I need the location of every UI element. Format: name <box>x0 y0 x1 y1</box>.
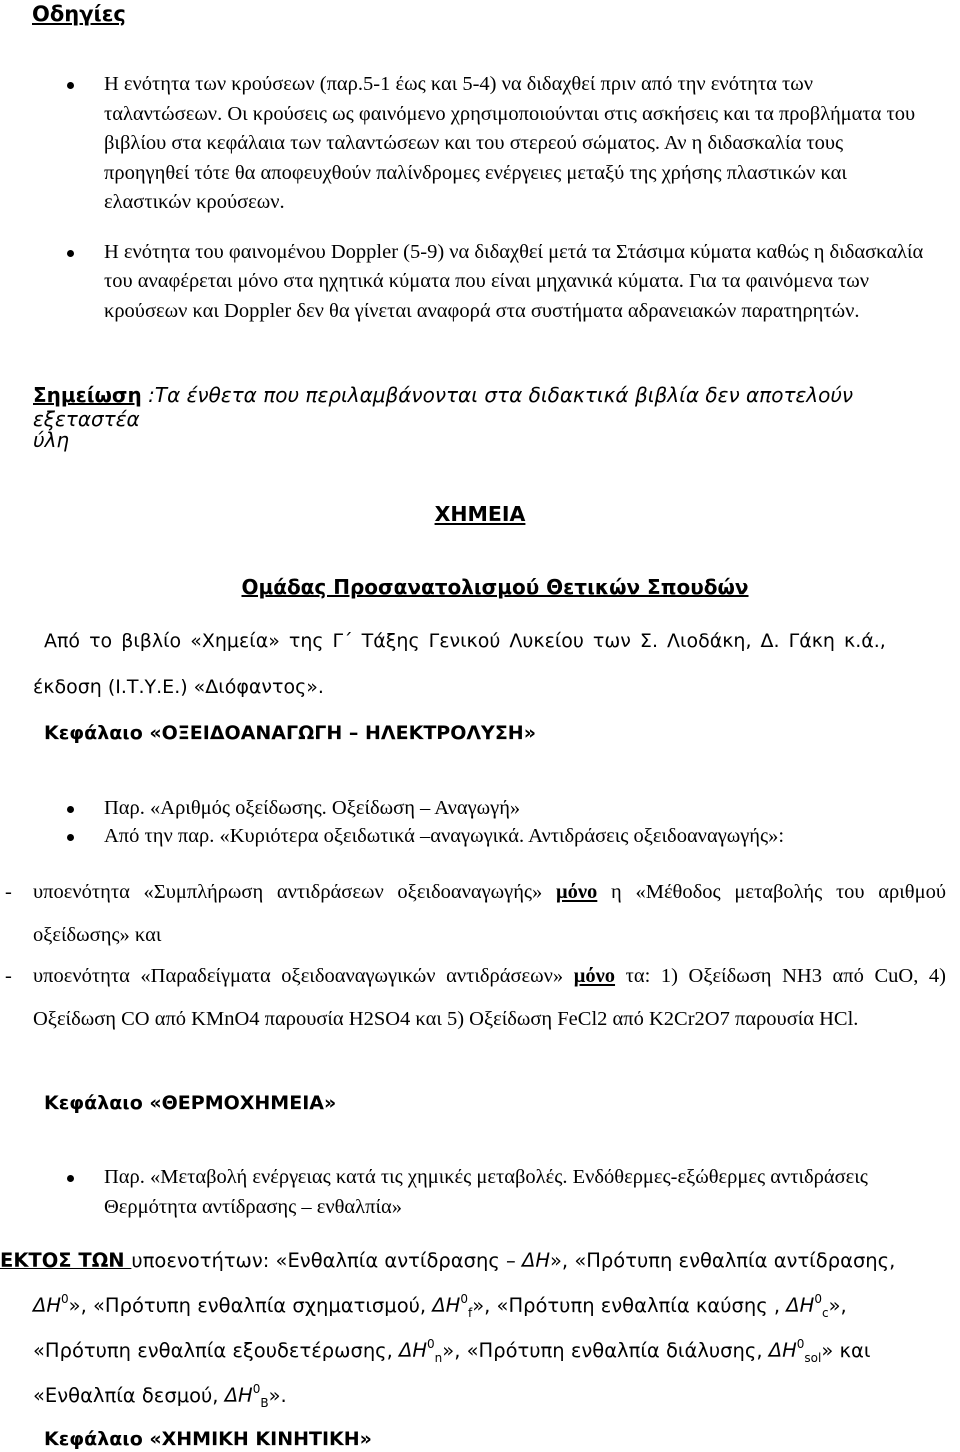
except-line-2 <box>33 1291 953 1320</box>
note-text: :Τα ένθετα που περιλαμβάνονται στα διδακτικά βιβλία δεν αποτελούν εξεταστέα <box>33 383 854 431</box>
book-reference: Από το βιβλίο «Χημεία» της Γ΄ Τάξης Γενικού Λυκείου των Σ. Λιοδάκη, Δ. Γάκη κ.ά., <box>44 630 886 652</box>
para-text: «Πρότυπη ενθαλπία εξουδετέρωσης, <box>33 1339 400 1362</box>
delta-h-symbol: ΔΗ <box>786 1294 815 1317</box>
redox-bullets <box>0 797 960 848</box>
note-text-continued: ύλη <box>33 428 70 452</box>
delta-h-symbol: ΔΗ <box>432 1294 461 1317</box>
subscript: n <box>434 1350 443 1365</box>
subscript: c <box>821 1305 829 1320</box>
para-text: ». <box>268 1384 287 1407</box>
except-line-4 <box>33 1381 953 1410</box>
delta-h-symbol: ΔΗ <box>224 1384 253 1407</box>
dash-text: υποενότητα «Παραδείγματα οξειδοαναγωγικών αντιδράσεων» <box>33 965 574 987</box>
except-line-1 <box>0 1249 960 1272</box>
dash-text: η «Μέθοδος μεταβολής του αριθμού οξείδωσης» και <box>33 881 946 946</box>
superscript-zero: 0 <box>252 1381 261 1396</box>
para-text: », «Πρότυπη ενθαλπία αντίδρασης, <box>550 1249 896 1272</box>
chapter-title-thermochemistry: Κεφάλαιο «ΘΕΡΜΟΧΗΜΕΙΑ» <box>44 1092 337 1114</box>
instructions-list <box>0 70 960 326</box>
delta-h-symbol: ΔΗ <box>768 1339 797 1362</box>
delta-h-symbol: ΔΗ <box>399 1339 428 1362</box>
para-text: », «Πρότυπη ενθαλπία σχηματισμού, <box>68 1294 433 1317</box>
chapter-title-redox: Κεφάλαιο «ΟΞΕΙΔΟΑΝΑΓΩΓΗ – ΗΛΕΚΤΡΟΛΥΣΗ» <box>44 722 536 744</box>
list-item: Η ενότητα του φαινομένου Doppler (5-9) να διδαχθεί μετά τα Στάσιμα κύματα καθώς η διδασκαλία του αναφέρεται μόνο στα ηχητικά κύματα που είναι μηχανικά κύματα. Για τα φαινόμενα των κρούσεων και Doppler δεν θα γίνεται αναφορά στα συστήματα αδρανειακών παρατηρητών. <box>0 238 960 327</box>
redox-dash-item-1 <box>0 871 960 957</box>
note-line <box>33 383 960 431</box>
except-line-3 <box>33 1336 953 1365</box>
superscript-zero: 0 <box>427 1336 435 1351</box>
thermo-bullets <box>0 1163 960 1222</box>
redox-dash-item-2 <box>0 955 960 1041</box>
list-item: Η ενότητα των κρούσεων (παρ.5-1 έως και 5-4) να διδαχθεί πριν από την ενότητα των ταλαντώσεων. Οι κρούσεις ως φαινόμενο χρησιμοποιούνται στις ασκήσεις και τα προβλήματα του βιβλίου στα κεφάλαια των ταλαντώσεων και του στερεού σώματος. Αν η διδασκαλία τους προηγηθεί τότε θα αποφευχθούν παλίνδρομες ενέργειες μεταξύ της χρήσης πλαστικών και ελαστικών κρούσεων. <box>0 70 960 218</box>
section-heading-instructions: Οδηγίες <box>32 2 126 26</box>
list-item: Από την παρ. «Κυριότερα οξειδωτικά –αναγωγικά. Αντιδράσεις οξειδοαναγωγής»: <box>0 825 960 848</box>
para-text: », «Πρότυπη ενθαλπία καύσης , <box>472 1294 787 1317</box>
para-text: υποενοτήτων: «Ενθαλπία αντίδρασης <box>131 1249 507 1272</box>
list-item: Παρ. «Μεταβολή ενέργειας κατά τις χημικές μεταβολές. Ενδόθερμες-εξώθερμες αντιδράσεις Θερμότητα αντίδρασης – ενθαλπία» <box>0 1163 960 1222</box>
subscript: B <box>260 1395 269 1410</box>
dash-marker: - <box>5 965 12 987</box>
para-text: », <box>828 1294 847 1317</box>
chemistry-title: ΧΗΜΕΙΑ <box>434 502 526 526</box>
superscript-zero: 0 <box>460 1291 468 1306</box>
delta-h-symbol: ΔΗ <box>521 1249 550 1272</box>
book-edition: έκδοση (Ι.Τ.Υ.Ε.) «Διόφαντος». <box>33 676 324 698</box>
delta-h-symbol: ΔΗ <box>33 1294 62 1317</box>
dash-text: υποενότητα «Συμπλήρωση αντιδράσεων οξειδοαναγωγής» <box>33 881 557 903</box>
list-item: Παρ. «Αριθμός οξείδωσης. Οξείδωση – Αναγωγή» <box>0 797 960 820</box>
superscript-zero: 0 <box>796 1336 805 1351</box>
note-label: Σημείωση <box>33 383 142 407</box>
superscript-zero: 0 <box>61 1291 69 1306</box>
para-text: – <box>506 1249 516 1272</box>
only-emphasis: μόνο <box>573 965 616 987</box>
subscript: sol <box>804 1350 822 1365</box>
para-text: «Ενθαλπία δεσμού, <box>33 1384 225 1407</box>
subscript: f <box>467 1305 473 1320</box>
dash-marker: - <box>5 881 12 903</box>
only-emphasis: μόνο <box>556 881 598 903</box>
chemistry-subtitle: Ομάδας Προσανατολισμού Θετικών Σπουδών <box>241 575 749 599</box>
dash-text: τα: 1) Οξείδωση ΝΗ3 από CuO, 4) Οξείδωση CO από KMnO4 παρουσία H2SO4 και 5) Οξείδωση FeCl2 από K2Cr2O7 παρουσία HCl. <box>33 965 946 1030</box>
para-text: » και <box>821 1339 871 1362</box>
except-label: ΕΚΤΟΣ ΤΩΝ <box>0 1249 132 1272</box>
chapter-title-kinetics: Κεφάλαιο «ΧΗΜΙΚΗ ΚΙΝΗΤΙΚΗ» <box>44 1428 372 1450</box>
para-text: », «Πρότυπη ενθαλπία διάλυσης, <box>442 1339 769 1362</box>
superscript-zero: 0 <box>814 1291 822 1306</box>
